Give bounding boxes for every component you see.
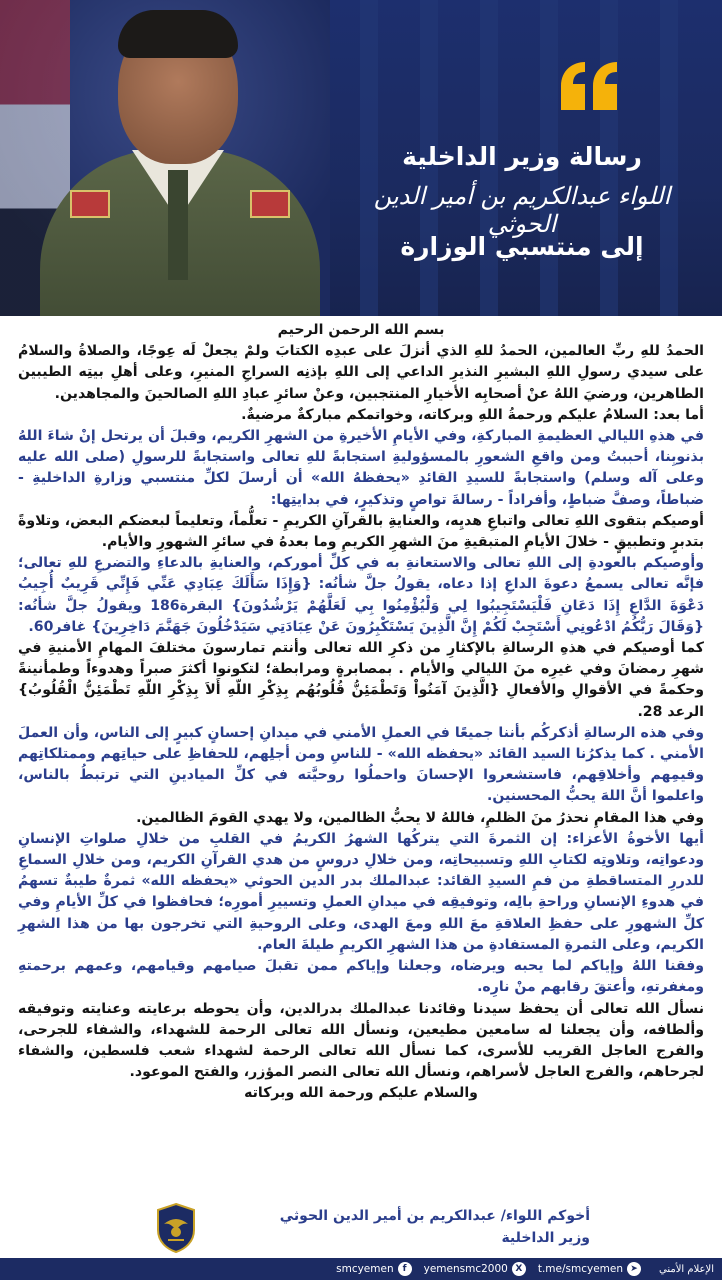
paragraph-opening: الحمدُ للهِ ربِّ العالمين، الحمدُ للهِ الذي أنزلَ على عبدِه الكتابَ ولمْ يجعلْ لَه عِوجًا، والصلاةُ والسلامُ على سيدي رسولِ اللهِ البشيرِ النذيرِ الداعي إلى اللهِ بإذنِه السراجِ المنيرِ، وعلى أهلِ بيتِه الطيبين الطاهرين، ورضيَ اللهُ عنْ أصحابِه الأخيارِ المنتجبين، وعنْ سائرِ عبادِ اللهِ الصالحينَ والمجاهدين. [18, 343, 704, 402]
paragraph-dhikr: كما أوصيكم في هذهِ الرسالةِ بالإكثارِ من ذكرِ الله تعالى وأنتم تمارسونَ مختلفَ المهامِ الأمنيةِ في شهرِ رمضانَ وفي غيرِه منَ الليالي والأيام . بمصابرةٍ ومرابطة؛ لتكونوا أكثرَ صبراً وهدوءاً وطمأنينةً وحكمةً في الأقوالِ والأفعالِ {الَّذِينَ آمَنُواْ وَتَطْمَئِنُّ قُلُوبُهُم بِذِكْرِ اللّهِ أَلاَ بِذِكْرِ اللّهِ تَطْمَئِنُّ الْقُلُوبُ} الرعد 28. [18, 640, 704, 720]
paragraph-taqwa: أوصيكم بتقوى اللهِ تعالى واتباعِ هديِه، والعنايةِ بالقرآنِ الكريمِ - تعلُّماً، وتعليماً لبعضكم البعض، وتلاوةً بتدبرٍ وتطبيقٍ - خلالَ الأيامِ المتبقيةِ منَ الشهرِ الكريمِ وما بعدهُ في سائرِ الشهورِ والأيام. [18, 512, 704, 551]
telegram-icon: ➤ [627, 1262, 641, 1276]
footer-facebook[interactable] [336, 1262, 412, 1276]
signatory-title: وزير الداخلية [501, 1230, 590, 1246]
minister-name-calligraphy: اللواء عبدالكريم بن أمير الدين الحوثي [373, 182, 671, 238]
paragraph-prayers: نسأل الله تعالى أن يحفظ سيدنا وقائدنا عبدالملك بدرالدين، وأن يحوطه برعايته وعنايته وتوفيقه وألطافه، وأن يجعلنا له سامعين مطيعين، ونسأل الله تعالى الرحمة للشهداء، والشفاء للجرحى، والفرج العاجل القريب للأسرى، كما نسأل الله تعالى الرحمة لشهداء شعب فلسطين، والشفاء لجرحاهم، والفرج العاجل لأسراهم، ونسأل الله تعالى النصر المؤزر، والفتح الموعود. [18, 1000, 704, 1081]
paragraph-zulm: وفي هذا المقامِ نحذرُ منَ الظلمِ، فاللهُ لا يحبُّ الظالمين، ولا يهدي القومَ الظالمين. [136, 809, 704, 826]
letter-body [18, 320, 704, 1105]
x-icon: X [512, 1262, 526, 1276]
security-media-logo: الإعلام الأمني [659, 1263, 714, 1275]
paragraph-greeting: أما بعد: السلامُ عليكم ورحمةُ اللهِ وبركاته، وخواتمكم مباركةٌ مرضيةٌ. [241, 406, 704, 423]
signatory-name: أخوكم اللواء/ عبدالكريم بن أمير الدين الحوثي [279, 1208, 590, 1224]
x-handle: yemensmc2000 [423, 1263, 508, 1275]
basmala: بسم الله الرحمن الرحيم [277, 322, 445, 338]
facebook-icon: f [398, 1262, 412, 1276]
paragraph-intro: في هذهِ الليالي العظيمةِ المباركةِ، وفي الأيامِ الأخيرةِ من الشهرِ الكريم، وقبلَ أن يرتحل إنْ شاءَ اللهُ بذنوبِنا، أحببتُ ومن واقعِ الشعورِ بالمسؤوليةِ استجابةً للهِ تعالى واستجابةً للرسولِ (صلى الله عليه وعلى آله وسلم) واستجابةً للسيدِ القائدِ «يحفظهُ الله» أن أرسلَ لكلِّ منتسبي وزارةِ الداخليةِ - ضباطاً، وصفَّ ضباطٍ، وأفراداً - رسالةَ تواصٍ وتذكيرٍ، في بدايتِها: [18, 428, 704, 508]
header-recipients: إلى منتسبي الوزارة [400, 232, 644, 261]
footer-telegram[interactable] [538, 1262, 641, 1276]
paragraph-dua: وأوصيكم بالعودةِ إلى اللهِ تعالى والاستعانةِ به في كلِّ أموركم، والعنايةِ بالدعاءِ والتضرعِ للهِ تعالى؛ فإنَّه تعالى يسمعُ دعوةَ الداعِ إذا دعاه، يقولُ جلَّ شأنُه: {وَإِذَا سَأَلَكَ عِبَادِي عَنِّي فَإِنِّي قَرِيبٌ أُجِيبُ دَعْوَةَ الدَّاعِ إِذَا دَعَانِ فَلْيَسْتَجِيبُوا لِي وَلْيُؤْمِنُوا بِي لَعَلَّهُمْ يَرْشُدُونَ} البقرة186 ويقولُ جلَّ شأنُه: {وَقَالَ رَبُّكُمُ ادْعُونِي أَسْتَجِبْ لَكُمْ إِنَّ الَّذِينَ يَسْتَكْبِرُونَ عَنْ عِبَادَتِي سَيَدْخُلُونَ جَهَنَّمَ دَاخِرِينَ} غافر60. [18, 555, 704, 635]
telegram-link: t.me/smcyemen [537, 1263, 624, 1275]
footer-bar [0, 1258, 722, 1280]
ministry-emblem-icon [150, 1200, 202, 1254]
footer-x[interactable] [424, 1262, 526, 1276]
minister-portrait [0, 0, 330, 316]
paragraph-fruit: أيها الأخوةُ الأعزاء: إن الثمرةَ التي يتركُها الشهرُ الكريمُ في القلبِ من خلالِ صلواتِ الإنسانِ ودعواتِه، وتلاوتِه لكتابِ اللهِ وتسبيحاتِه، ومن خلالِ دروسٍ من هدي القرآنِ الكريم، ومن خلالِ السماعِ للدررِ المتساقطةِ من فمِ السيدِ القائد: عبدالملك بدر الدين الحوثي «يحفظه الله» ثمرةٌ طيبةٌ تسهمُ في هدوءِ الإنسانِ وراحةِ بالِه، وتوفيقِه في ميدانِ العملِ وتسييرِ أمورِه؛ فحافظوا في كلِّ الأيامِ وفي كلِّ الشهورِ على حفظِ العلاقةِ معَ اللهِ ومعَ الهدى، وعلى الروحيةِ التي تخرجون بها من هذا الشهرِ الكريم، وعلى الثمرةِ المستفادةِ من هذا الشهرِ الكريمِ طيلةَ العام. [18, 830, 704, 953]
paragraph-supplication: وفقنا اللهُ وإياكم لما يحبه ويرضاه، وجعلنا وإياكم ممن تقبلَ صيامهم وقيامهم، وعمهم برحمتهِ ومغفرتهِ، وأعتقَ رقابهم منْ نارِه. [18, 958, 704, 996]
facebook-handle: smcyemen [336, 1263, 394, 1275]
closing-salutation: والسلام عليكم ورحمة الله وبركاته [244, 1085, 478, 1102]
quote-icon [555, 58, 625, 118]
paragraph-ihsan: وفي هذه الرسالةِ أذكركُم بأننا جميعًا في العملِ الأمني في ميدانِ إحسانٍ كبيرٍ إلى الناس، وأن العملَ الأمني . كما يذكرُنا السيد القائد «يحفظه الله» - للناسِ ومن أجلِهم، للحفاظِ على حياتِهم وممتلكاتِهم وقيمِهم وأخلاقِهم، فاستشعروا الإحسانَ واحملُوا روحيَّته في كلِّ الميادينِ التي ترتبطُ بالناس، واعلموا أنَّ اللهَ يحبُّ المحسنين. [18, 724, 704, 805]
signature-block [130, 1200, 590, 1256]
header-title: رسالة وزير الداخلية [402, 142, 642, 171]
header-banner [0, 0, 722, 316]
